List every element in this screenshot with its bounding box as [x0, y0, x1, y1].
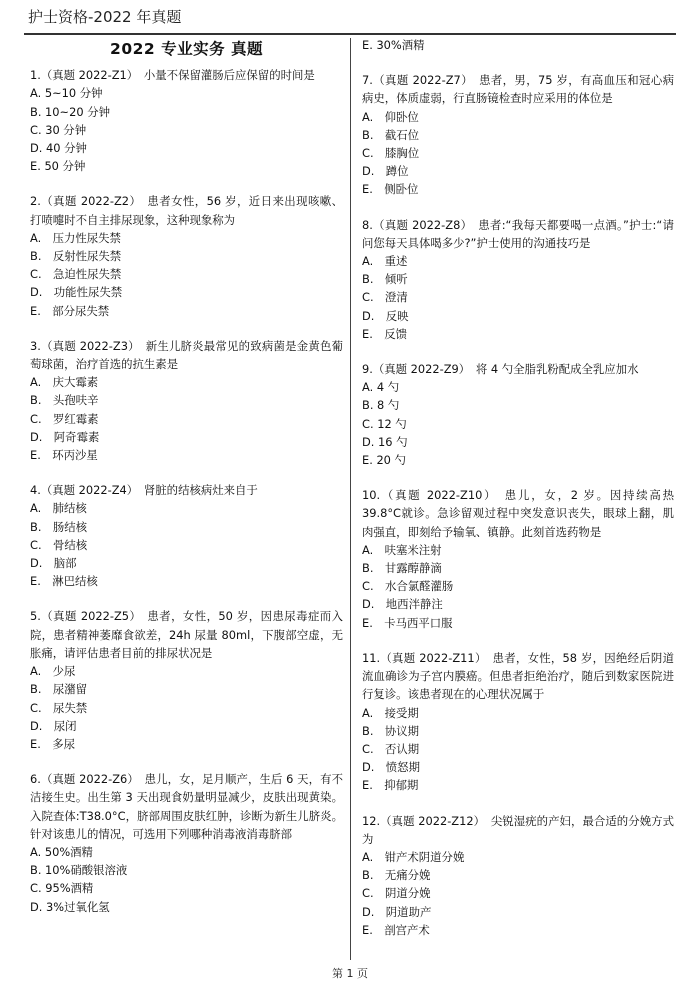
answer-option: E. 淋巴结核 — [30, 574, 98, 589]
answer-option: B. 协议期 — [362, 723, 419, 738]
answer-option: C. 罗红霉素 — [30, 411, 99, 426]
answer-option: C. 尿失禁 — [30, 700, 88, 715]
answer-option: A. 重述 — [362, 254, 408, 269]
question-stem: 7.（真题 2022-Z7） 患者，男，75 岁，有高血压和冠心病病史，体质虚弱，行直肠镜检查时应采用的体位是 — [362, 73, 674, 106]
answer-option: A. 肺结核 — [30, 501, 87, 516]
question-continuation — [362, 36, 674, 54]
answer-option: A. 庆大霉素 — [30, 375, 99, 390]
answer-option: D. 反映 — [362, 308, 409, 323]
question-stem: 2.（真题 2022-Z2） 患者女性，56 岁，近日来出现咳嗽、打喷嚏时不自主排尿现象，这种现象称为 — [30, 194, 343, 227]
question-9 — [362, 360, 674, 469]
answer-option: C. 膝胸位 — [362, 146, 420, 161]
answer-option: A. 50%酒精 — [30, 844, 93, 859]
answer-option: E. 卡马西平口服 — [362, 615, 453, 630]
answer-option: C. 阴道分娩 — [362, 886, 431, 901]
answer-option: C. 急迫性尿失禁 — [30, 267, 122, 282]
answer-option: C. 否认期 — [362, 741, 420, 756]
answer-option: E. 环丙沙星 — [30, 448, 98, 463]
answer-option: D. 愤怒期 — [362, 760, 420, 775]
question-stem: 6.（真题 2022-Z6） 患儿，女，足月顺产，生后 6 天，有不洁接生史。出生第 3 天出现食奶量明显减少，皮肤出现黄染。入院查体:T38.0°C，脐部周围皮肤红肿，诊断为新生儿脐炎。针对该患儿的情况，可选用下列哪种消毒液消毒脐部 — [30, 772, 343, 841]
question-6 — [30, 770, 343, 916]
answer-option: C. 骨结核 — [30, 537, 88, 552]
question-3 — [30, 337, 343, 464]
left-column — [30, 36, 343, 933]
answer-option: C. 水合氯醛灌肠 — [362, 579, 454, 594]
answer-option: B. 尿潴留 — [30, 682, 87, 697]
question-stem: 3.（真题 2022-Z3） 新生儿脐炎最常见的致病菌是金黄色葡萄球菌，治疗首选的抗生素是 — [30, 338, 343, 372]
answer-option: E. 侧卧位 — [362, 182, 419, 197]
answer-option: B. 10%硝酸银溶液 — [30, 863, 128, 878]
question-stem: 5.（真题 2022-Z5） 患者，女性，50 岁，因患尿毒症而入院，患者精神萎靡食欲差，24h 尿量 80ml，下腹部空虚，无胀痛，请评估患者目前的排尿状况是 — [30, 609, 343, 660]
answer-option: B. 8 勺 — [362, 398, 400, 413]
answer-option: C. 澄清 — [362, 290, 408, 305]
answer-option: D. 40 分钟 — [30, 141, 87, 156]
answer-option: E. 30%酒精 — [362, 38, 425, 52]
question-stem: 12.（真题 2022-Z12） 尖锐湿疣的产妇，最合适的分娩方式为 — [362, 813, 674, 846]
answer-option: A. 呋塞米注射 — [362, 542, 442, 557]
answer-option: A. 5~10 分钟 — [30, 86, 103, 101]
answer-option: A. 少尿 — [30, 664, 76, 679]
question-8 — [362, 216, 674, 343]
document-title: 2022 专业实务 真题 — [110, 40, 263, 58]
answer-option: A. 仰卧位 — [362, 109, 419, 124]
answer-option: E. 抑郁期 — [362, 778, 419, 793]
answer-option: C. 95%酒精 — [30, 881, 94, 896]
answer-option: B. 无痛分娩 — [362, 868, 431, 883]
question-10 — [362, 486, 674, 632]
answer-option: B. 倾听 — [362, 272, 408, 287]
answer-option: B. 10~20 分钟 — [30, 104, 110, 119]
answer-option: E. 20 勺 — [362, 453, 406, 468]
question-stem: 1.（真题 2022-Z1） 小量不保留灌肠后应保留的时间是 — [30, 68, 315, 83]
answer-option: D. 16 勺 — [362, 434, 408, 449]
answer-option: B. 反射性尿失禁 — [30, 249, 122, 264]
answer-option: A. 接受期 — [362, 705, 419, 720]
answer-option: C. 12 勺 — [362, 416, 407, 431]
answer-option: E. 反馈 — [362, 326, 407, 341]
answer-option: D. 功能性尿失禁 — [30, 285, 123, 300]
question-2 — [30, 192, 343, 319]
answer-option: B. 截石位 — [362, 127, 419, 142]
question-stem: 10.（真题 2022-Z10） 患儿，女，2 岁。因持续高热 39.8°C就诊。急诊留观过程中突发意识丧失，眼球上翻，肌肉强直，即刻给予输氧、镇静。此刻首选药物是 — [362, 488, 674, 539]
answer-option: D. 3%过氧化氢 — [30, 899, 110, 914]
answer-option: B. 肠结核 — [30, 519, 87, 534]
page-number: 第 1 页 — [332, 967, 368, 980]
answer-option: A. 4 勺 — [362, 380, 400, 395]
answer-option: E. 部分尿失禁 — [30, 303, 110, 318]
answer-option: D. 阴道助产 — [362, 904, 432, 919]
answer-option: D. 尿闭 — [30, 718, 77, 733]
column-divider — [350, 38, 351, 960]
answer-option: D. 蹲位 — [362, 164, 409, 179]
answer-option: E. 多尿 — [30, 736, 75, 751]
answer-option: B. 头孢呋辛 — [30, 393, 99, 408]
question-stem: 11.（真题 2022-Z11） 患者，女性，58 岁，因绝经后阴道流血确诊为子宫内膜癌。但患者拒绝治疗，随后到数家医院进行复诊。该患者现在的心理状况属于 — [362, 650, 674, 702]
document-header: 护士资格-2022 年真题 — [28, 8, 182, 26]
question-11 — [362, 649, 674, 795]
question-stem: 8.（真题 2022-Z8） 患者:“我每天都要喝一点酒。”护士:“请问您每天具体喝多少?”护士使用的沟通技巧是 — [362, 217, 674, 250]
question-1 — [30, 66, 343, 175]
right-column — [362, 36, 674, 956]
question-7 — [362, 71, 674, 198]
answer-option: B. 甘露醇静滴 — [362, 561, 442, 576]
header-rule — [24, 33, 676, 35]
question-stem: 4.（真题 2022-Z4） 肾脏的结核病灶来自于 — [30, 483, 258, 498]
answer-option: C. 30 分钟 — [30, 122, 87, 137]
answer-option: A. 钳产术阴道分娩 — [362, 849, 465, 864]
answer-option: D. 脑部 — [30, 556, 77, 571]
question-12 — [362, 812, 674, 939]
question-4 — [30, 481, 343, 590]
answer-option: A. 压力性尿失禁 — [30, 230, 121, 245]
answer-option: E. 剖宫产术 — [362, 922, 430, 937]
answer-option: D. 阿奇霉素 — [30, 429, 100, 444]
question-stem: 9.（真题 2022-Z9） 将 4 勺全脂乳粉配成全乳应加水 — [362, 362, 639, 377]
answer-option: E. 50 分钟 — [30, 159, 86, 174]
question-5 — [30, 607, 343, 753]
answer-option: D. 地西泮静注 — [362, 597, 443, 612]
